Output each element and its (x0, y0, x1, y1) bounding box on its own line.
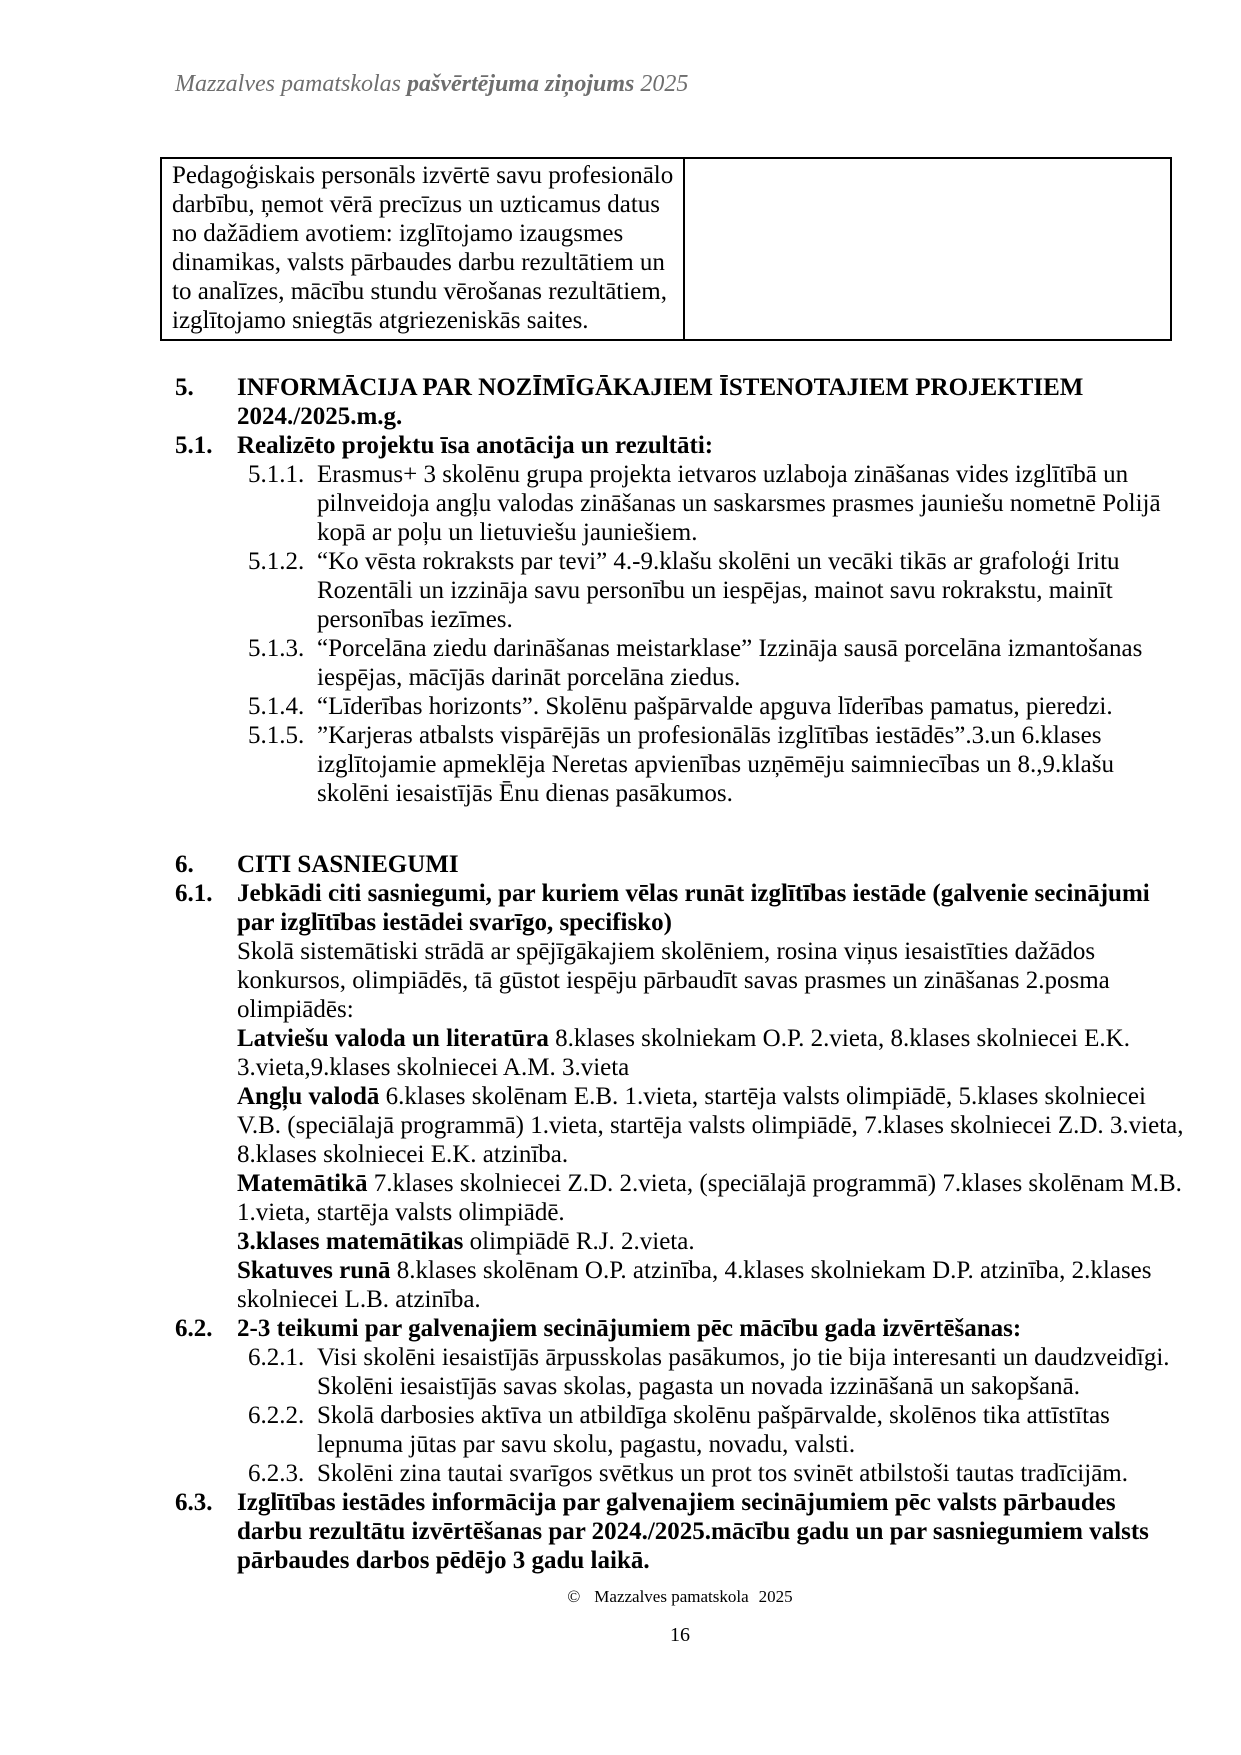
running-header (175, 70, 1185, 99)
list-item-5-1-5 (248, 721, 1185, 808)
achievement-line (237, 1169, 1185, 1227)
achievement-result: 6.klases skolēnam E.B. 1.vieta, startēja valsts olimpiādē, 5.klases skolniecei V.B. (speciālajā programmā) 1.vieta, startēja valsts olimpiādē, 7.klases skolniecei Z.D. 3.vieta, 8.klases skolniecei E.K. atzinība. (237, 1083, 1184, 1168)
section-6-heading (175, 850, 1185, 879)
section-6-1-title: Jebkādi citi sasniegumi, par kuriem vēlas runāt izglītības iestāde (galvenie secinājumi par izglītības iestādei svarīgo, specifisko) (237, 880, 1150, 936)
achievement-line (237, 1024, 1185, 1082)
section-6-3-number: 6.3. (175, 1489, 213, 1516)
item-text: Skolā darbosies aktīva un atbildīga skolēnu pašpārvalde, skolēnos tika attīstītas lepnuma jūtas par savu skolu, pagastu, novadu, valsti. (317, 1402, 1110, 1458)
item-text: Erasmus+ 3 skolēnu grupa projekta ietvaros uzlaboja zināšanas vides izglītībā un pilnveidoja angļu valodas zināšanas un saskarsmes prasmes jauniešu nometnē Polijā kopā ar poļu un lietuviešu jauniešiem. (317, 461, 1161, 546)
item-number: 5.1.2. (248, 548, 305, 575)
achievement-subject: Matemātikā (237, 1170, 368, 1197)
item-text: “Porcelāna ziedu darināšanas meistarklase” Izzināja sausā porcelāna izmantošanas iespējas, mācījās darināt porcelāna ziedus. (317, 635, 1143, 691)
section-6-1-body (237, 937, 1185, 1314)
achievement-line (237, 1082, 1185, 1169)
copyright-icon: © (567, 1587, 581, 1606)
item-number: 6.2.2. (248, 1402, 305, 1429)
section-6-number: 6. (175, 851, 194, 878)
section-5-heading (175, 373, 1185, 431)
list-item-5-1-1 (248, 460, 1185, 547)
list-item-6-2-1 (248, 1343, 1185, 1401)
achievement-line (237, 1256, 1185, 1314)
item-number: 5.1.3. (248, 635, 305, 662)
list-item-5-1-4 (248, 692, 1185, 721)
header-report-title: pašvērtējuma ziņojums (406, 71, 635, 97)
achievement-subject: Angļu valodā (237, 1083, 380, 1110)
section-6-1-intro: Skolā sistemātiski strādā ar spējīgākajiem skolēniem, rosina viņus iesaistīties dažādos konkursos, olimpiādēs, tā gūstot iespēju pārbaudīt savas prasmes un zināšanas 2.posma olimpiādēs: (237, 938, 1110, 1023)
item-number: 5.1.1. (248, 461, 305, 488)
achievement-result: 7.klases skolniecei Z.D. 2.vieta, (speciālajā programmā) 7.klases skolēnam M.B. 1.vieta, startēja valsts olimpiādē. (237, 1170, 1182, 1226)
item-number: 5.1.5. (248, 722, 305, 749)
section-6-1-number: 6.1. (175, 880, 213, 907)
footer-copyright (175, 1587, 1185, 1607)
list-item-6-2-3 (248, 1459, 1185, 1488)
item-text: “Ko vēsta rokraksts par tevi” 4.-9.klašu skolēni un vecāki tikās ar grafoloģi Iritu Rozentāli un izzināja savu personību un iespējas, mainot savu rokrakstu, mainīt personības iezīmes. (317, 548, 1120, 633)
section-6-2-number: 6.2. (175, 1315, 213, 1342)
table-cell-criteria: Pedagoģiskais personāls izvērtē savu profesionālo darbību, ņemot vērā precīzus un uzticamus datus no dažādiem avotiem: izglītojamo izaugsmes dinamikas, valsts pārbaudes darbu rezultātiem un to analīzes, mācību stundu vērošanas rezultātiem, izglītojamo sniegtās atgriezeniskās saites. (161, 158, 684, 340)
item-number: 5.1.4. (248, 693, 305, 720)
section-6-3-heading (175, 1488, 1185, 1575)
evaluation-table (160, 157, 1172, 341)
list-item-5-1-3 (248, 634, 1185, 692)
copyright-year: 2025 (758, 1587, 793, 1606)
achievement-subject: Latviešu valoda un literatūra (237, 1025, 549, 1052)
achievement-line (237, 1227, 1185, 1256)
section-6-2-heading (175, 1314, 1185, 1343)
section-6-title: CITI SASNIEGUMI (237, 851, 459, 878)
section-5-title: INFORMĀCIJA PAR NOZĪMĪGĀKAJIEM ĪSTENOTAJIEM PROJEKTIEM 2024./2025.m.g. (237, 374, 1084, 430)
section-6-1-heading (175, 879, 1185, 937)
item-number: 6.2.1. (248, 1344, 305, 1371)
achievement-result: olimpiādē R.J. 2.vieta. (463, 1228, 695, 1255)
item-text: Visi skolēni iesaistījās ārpusskolas pasākumos, jo tie bija interesanti un daudzveidīgi. Skolēni iesaistījās savas skolas, pagasta un novada izzināšanā un sakopšanā. (317, 1344, 1170, 1400)
section-6-3-title: Izglītības iestādes informācija par galvenajiem secinājumiem pēc valsts pārbaudes darbu rezultātu izvērtēšanas par 2024./2025.mācību gadu un par sasniegumiem valsts pārbaudes darbos pēdējo 3 gadu laikā. (237, 1489, 1149, 1574)
page-number: 16 (670, 1624, 690, 1646)
list-item-5-1-2 (248, 547, 1185, 634)
section-5-number: 5. (175, 374, 194, 401)
achievement-result: 8.klases skolēnam O.P. atzinība, 4.klases skolniekam D.P. atzinība, 2.klases skolniecei L.B. atzinība. (237, 1257, 1152, 1313)
item-text: “Līderības horizonts”. Skolēnu pašpārvalde apguva līderības pamatus, pieredzi. (317, 693, 1113, 720)
section-6-2-title: 2-3 teikumi par galvenajiem secinājumiem pēc mācību gada izvērtēšanas: (237, 1315, 1022, 1342)
achievement-subject: Skatuves runā (237, 1257, 391, 1284)
section-5-1-number: 5.1. (175, 432, 213, 459)
section-5-1-heading (175, 431, 1185, 460)
item-text: Skolēni zina tautai svarīgos svētkus un prot tos svinēt atbilstoši tautas tradīcijām. (317, 1460, 1128, 1487)
table-cell-empty (684, 158, 1171, 340)
achievement-result: 8.klases skolniekam O.P. 2.vieta, 8.klases skolniecei E.K. 3.vieta,9.klases skolniecei A.M. 3.vieta (237, 1025, 1130, 1081)
section-5-1-title: Realizēto projektu īsa anotācija un rezultāti: (237, 432, 714, 459)
table-row (161, 158, 1171, 340)
copyright-name: Mazzalves pamatskola (594, 1587, 749, 1606)
item-text: ”Karjeras atbalsts vispārējās un profesionālās izglītības iestādēs”.3.un 6.klases izglītojamie apmeklēja Neretas apvienības uzņēmēju saimniecības un 8.,9.klašu skolēni iesaistījās Ēnu dienas pasākumos. (317, 722, 1114, 807)
list-item-6-2-2 (248, 1401, 1185, 1459)
item-number: 6.2.3. (248, 1460, 305, 1487)
achievement-subject: 3.klases matemātikas (237, 1228, 464, 1255)
header-school-name: Mazzalves pamatskolas (175, 71, 407, 97)
header-year: 2025 (634, 71, 689, 97)
